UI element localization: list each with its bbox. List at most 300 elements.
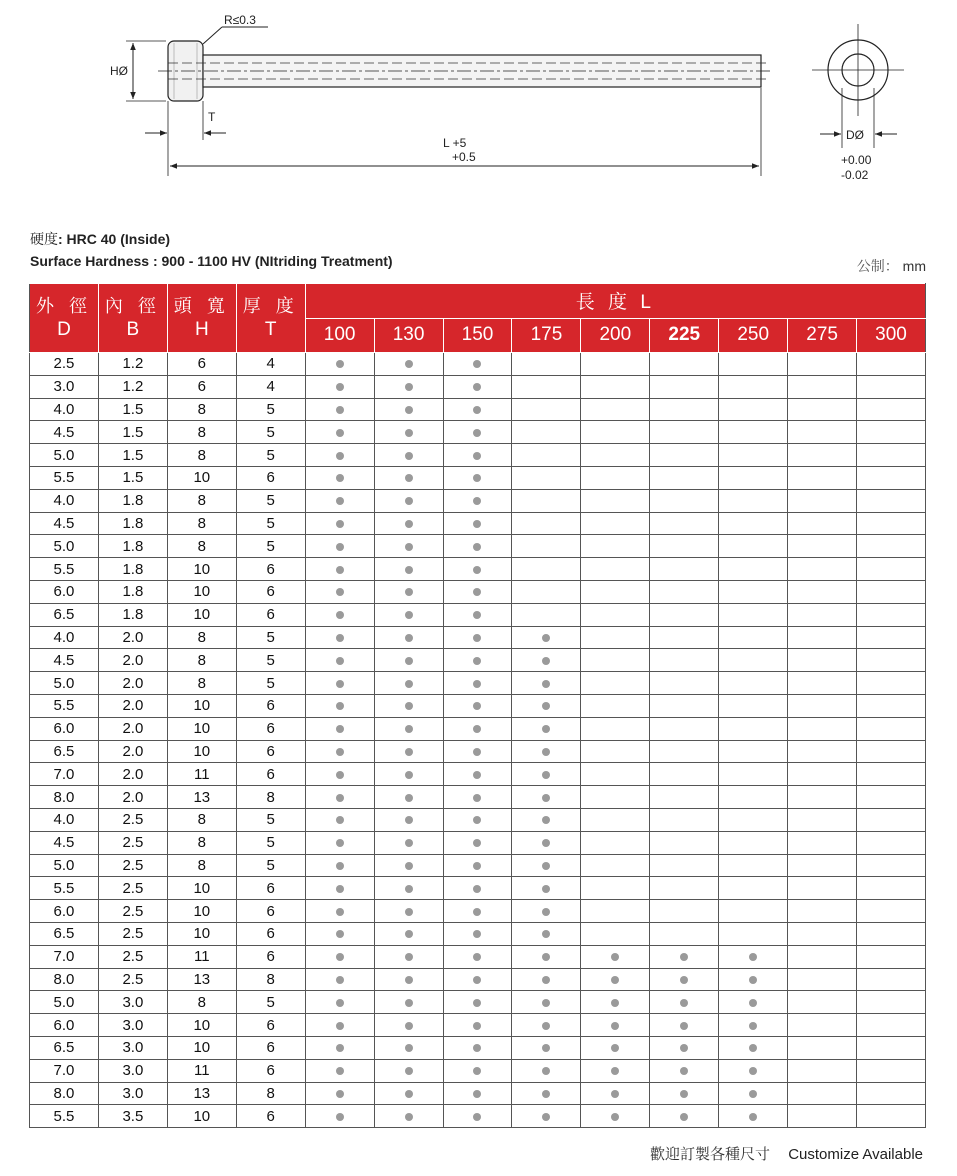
availability-cell [857,945,926,968]
availability-cell [857,854,926,877]
availability-cell [650,603,719,626]
availability-dot [473,725,481,733]
availability-cell [857,558,926,581]
availability-cell [719,968,788,991]
availability-cell [788,991,857,1014]
availability-cell [305,694,374,717]
availability-cell [305,353,374,376]
diameter-tolerance-lower: -0.02 [841,168,869,182]
availability-cell [305,398,374,421]
availability-dot [542,885,550,893]
availability-cell [581,922,650,945]
availability-dot [473,360,481,368]
table-row [30,945,926,968]
availability-dot [542,1113,550,1121]
availability-dot [542,816,550,824]
availability-cell [857,1082,926,1105]
availability-dot [611,1113,619,1121]
availability-cell [650,421,719,444]
table-row [30,649,926,672]
availability-cell [581,353,650,376]
availability-dot [473,1090,481,1098]
cell-t: 6 [236,740,305,763]
availability-cell [719,831,788,854]
availability-cell [719,649,788,672]
availability-dot [680,953,688,961]
availability-cell [581,1036,650,1059]
cell-d: 4.5 [30,421,99,444]
availability-cell [650,558,719,581]
availability-cell [581,991,650,1014]
availability-dot [680,1090,688,1098]
cell-b: 1.2 [98,375,167,398]
cell-d: 5.5 [30,466,99,489]
availability-dot [542,794,550,802]
availability-dot [749,976,757,984]
availability-cell [857,375,926,398]
length-column-header: 150 [443,318,512,353]
availability-dot [336,406,344,414]
availability-cell [719,489,788,512]
cell-h: 10 [167,580,236,603]
cell-t: 5 [236,444,305,467]
availability-cell [305,444,374,467]
cell-d: 5.0 [30,444,99,467]
availability-cell [512,398,581,421]
availability-cell [374,694,443,717]
availability-dot [405,930,413,938]
availability-cell [374,968,443,991]
availability-cell [305,991,374,1014]
cell-h: 10 [167,466,236,489]
availability-cell [581,626,650,649]
cell-b: 2.0 [98,672,167,695]
cell-b: 2.5 [98,922,167,945]
table-row [30,763,926,786]
availability-cell [443,1082,512,1105]
cell-h: 10 [167,558,236,581]
availability-cell [650,1036,719,1059]
cell-b: 1.8 [98,580,167,603]
availability-dot [542,1090,550,1098]
availability-dot [749,1067,757,1075]
cell-b: 2.0 [98,649,167,672]
cell-d: 6.5 [30,740,99,763]
availability-dot [473,816,481,824]
cell-d: 7.0 [30,1059,99,1082]
availability-cell [857,694,926,717]
cell-d: 8.0 [30,968,99,991]
availability-cell [581,1014,650,1037]
availability-dot [473,1044,481,1052]
cell-h: 6 [167,375,236,398]
availability-dot [473,474,481,482]
availability-cell [857,603,926,626]
availability-dot [542,634,550,642]
availability-cell [443,466,512,489]
availability-cell [650,353,719,376]
availability-cell [512,694,581,717]
table-row [30,353,926,376]
availability-cell [443,1014,512,1037]
availability-cell [650,900,719,923]
cell-h: 8 [167,991,236,1014]
availability-cell [305,1059,374,1082]
availability-cell [581,672,650,695]
availability-cell [650,763,719,786]
availability-dot [336,497,344,505]
availability-cell [581,1082,650,1105]
availability-dot [405,588,413,596]
availability-cell [512,831,581,854]
availability-cell [581,580,650,603]
header-param-en: B [126,319,140,340]
availability-cell [374,649,443,672]
availability-dot [542,908,550,916]
availability-cell [305,580,374,603]
availability-dot [473,566,481,574]
availability-cell [857,786,926,809]
length-tolerance: +0.5 [452,150,476,164]
availability-cell [788,763,857,786]
availability-cell [512,968,581,991]
availability-cell [443,1105,512,1128]
availability-cell [443,558,512,581]
table-row [30,1105,926,1128]
availability-dot [749,953,757,961]
cell-t: 5 [236,489,305,512]
availability-dot [336,862,344,870]
length-column-header: 130 [374,318,443,353]
availability-cell [305,421,374,444]
availability-dot [473,634,481,642]
availability-dot [473,1113,481,1121]
availability-cell [857,763,926,786]
cell-t: 5 [236,854,305,877]
table-row [30,717,926,740]
cell-b: 2.5 [98,831,167,854]
cell-t: 6 [236,466,305,489]
cell-b: 2.0 [98,694,167,717]
availability-cell [374,763,443,786]
availability-dot [336,1067,344,1075]
availability-cell [857,1014,926,1037]
availability-dot [336,543,344,551]
availability-cell [581,740,650,763]
availability-dot [611,1022,619,1030]
availability-dot [542,725,550,733]
availability-cell [788,535,857,558]
availability-cell [581,831,650,854]
availability-cell [650,968,719,991]
cell-b: 1.5 [98,466,167,489]
availability-cell [788,398,857,421]
length-column-header: 175 [512,318,581,353]
cell-h: 10 [167,740,236,763]
length-column-header: 250 [719,318,788,353]
availability-dot [473,885,481,893]
availability-cell [788,353,857,376]
availability-cell [374,444,443,467]
availability-cell [788,740,857,763]
availability-cell [719,1036,788,1059]
availability-dot [542,953,550,961]
cell-b: 3.0 [98,1082,167,1105]
availability-cell [719,786,788,809]
availability-dot [473,520,481,528]
cell-h: 10 [167,603,236,626]
availability-dot [405,543,413,551]
hardness-value: : HRC 40 (Inside) [58,231,171,247]
cell-d: 4.0 [30,626,99,649]
availability-dot [405,474,413,482]
cell-d: 5.0 [30,672,99,695]
cell-d: 4.0 [30,489,99,512]
availability-cell [512,1082,581,1105]
availability-cell [443,1059,512,1082]
availability-cell [443,489,512,512]
cell-d: 4.5 [30,831,99,854]
cell-b: 1.8 [98,558,167,581]
availability-cell [650,786,719,809]
availability-cell [650,649,719,672]
availability-cell [305,808,374,831]
availability-dot [542,771,550,779]
availability-cell [788,1059,857,1082]
availability-dot [336,816,344,824]
availability-cell [788,444,857,467]
availability-dot [611,953,619,961]
cell-h: 8 [167,489,236,512]
availability-cell [857,877,926,900]
cell-d: 7.0 [30,763,99,786]
availability-dot [336,771,344,779]
availability-cell [374,1036,443,1059]
availability-dot [749,1113,757,1121]
availability-cell [650,1059,719,1082]
availability-cell [650,945,719,968]
cell-b: 2.5 [98,945,167,968]
availability-cell [443,717,512,740]
cell-d: 5.0 [30,535,99,558]
availability-cell [305,466,374,489]
availability-cell [719,991,788,1014]
availability-cell [443,398,512,421]
diameter-tolerance-upper: +0.00 [841,153,872,167]
cell-h: 8 [167,535,236,558]
cell-d: 6.0 [30,580,99,603]
availability-cell [719,763,788,786]
availability-dot [405,976,413,984]
availability-cell [650,489,719,512]
availability-dot [336,1044,344,1052]
cell-d: 3.0 [30,375,99,398]
availability-cell [512,580,581,603]
availability-cell [305,512,374,535]
cell-t: 6 [236,603,305,626]
availability-cell [374,854,443,877]
availability-cell [305,1105,374,1128]
availability-cell [650,877,719,900]
availability-cell [305,1036,374,1059]
availability-cell [305,763,374,786]
cell-t: 8 [236,968,305,991]
cell-h: 10 [167,717,236,740]
availability-cell [788,717,857,740]
availability-cell [581,603,650,626]
availability-dot [680,1044,688,1052]
table-row [30,808,926,831]
availability-cell [443,968,512,991]
availability-cell [305,945,374,968]
cell-h: 8 [167,854,236,877]
availability-dot [473,702,481,710]
availability-cell [581,763,650,786]
cell-h: 10 [167,922,236,945]
availability-dot [336,657,344,665]
cell-t: 6 [236,1105,305,1128]
availability-cell [857,421,926,444]
cell-t: 6 [236,558,305,581]
availability-cell [443,740,512,763]
availability-cell [719,398,788,421]
availability-cell [650,1082,719,1105]
availability-dot [336,588,344,596]
availability-cell [581,1105,650,1128]
cell-t: 5 [236,991,305,1014]
availability-cell [650,740,719,763]
availability-cell [512,375,581,398]
availability-cell [443,353,512,376]
availability-dot [749,1044,757,1052]
table-row [30,922,926,945]
cell-t: 5 [236,649,305,672]
availability-cell [581,421,650,444]
availability-cell [512,558,581,581]
availability-cell [719,603,788,626]
length-column-header: 100 [305,318,374,353]
cell-t: 4 [236,353,305,376]
availability-dot [336,634,344,642]
availability-cell [650,991,719,1014]
availability-cell [305,375,374,398]
cell-b: 3.0 [98,991,167,1014]
availability-cell [857,489,926,512]
cell-b: 2.0 [98,786,167,809]
availability-cell [581,808,650,831]
cell-d: 6.0 [30,717,99,740]
header-param-cn: 厚 度 [242,296,299,316]
cell-h: 10 [167,1036,236,1059]
availability-cell [788,900,857,923]
availability-dot [611,1067,619,1075]
table-row [30,672,926,695]
table-row [30,1082,926,1105]
availability-cell [788,831,857,854]
header-param-en: D [57,319,71,340]
table-row [30,877,926,900]
cell-b: 2.5 [98,808,167,831]
availability-cell [788,945,857,968]
availability-cell [443,626,512,649]
availability-dot [542,839,550,847]
availability-cell [788,1014,857,1037]
availability-dot [405,520,413,528]
availability-cell [374,626,443,649]
availability-cell [857,353,926,376]
availability-cell [788,580,857,603]
availability-cell [719,877,788,900]
availability-cell [857,1036,926,1059]
cell-b: 1.8 [98,489,167,512]
availability-cell [374,580,443,603]
head-thickness-label: T [208,110,216,124]
availability-cell [374,1105,443,1128]
availability-cell [374,558,443,581]
availability-cell [305,922,374,945]
length-label: L +5 [443,136,467,150]
availability-dot [336,611,344,619]
cell-h: 10 [167,1014,236,1037]
availability-cell [650,694,719,717]
availability-dot [405,360,413,368]
availability-cell [857,968,926,991]
availability-dot [473,794,481,802]
availability-dot [336,1022,344,1030]
availability-cell [719,535,788,558]
availability-cell [305,1082,374,1105]
cell-h: 13 [167,968,236,991]
availability-cell [374,717,443,740]
availability-dot [542,657,550,665]
length-column-header: 300 [857,318,926,353]
cell-d: 4.5 [30,649,99,672]
availability-cell [581,968,650,991]
cell-d: 5.0 [30,854,99,877]
availability-dot [336,702,344,710]
availability-cell [581,444,650,467]
availability-cell [857,740,926,763]
availability-cell [443,421,512,444]
availability-dot [405,497,413,505]
availability-cell [443,512,512,535]
availability-cell [374,489,443,512]
availability-dot [336,908,344,916]
availability-cell [512,808,581,831]
cell-d: 7.0 [30,945,99,968]
availability-dot [473,680,481,688]
availability-dot [473,862,481,870]
availability-cell [443,375,512,398]
availability-cell [788,877,857,900]
availability-cell [305,717,374,740]
cell-h: 8 [167,626,236,649]
availability-cell [374,535,443,558]
cell-h: 10 [167,694,236,717]
cell-t: 5 [236,831,305,854]
availability-cell [443,831,512,854]
cell-h: 8 [167,421,236,444]
availability-cell [374,786,443,809]
cell-h: 8 [167,672,236,695]
header-param-0 [30,284,99,353]
availability-cell [857,466,926,489]
availability-dot [405,406,413,414]
availability-cell [581,900,650,923]
availability-cell [374,900,443,923]
availability-dot [680,1022,688,1030]
availability-dot [405,452,413,460]
